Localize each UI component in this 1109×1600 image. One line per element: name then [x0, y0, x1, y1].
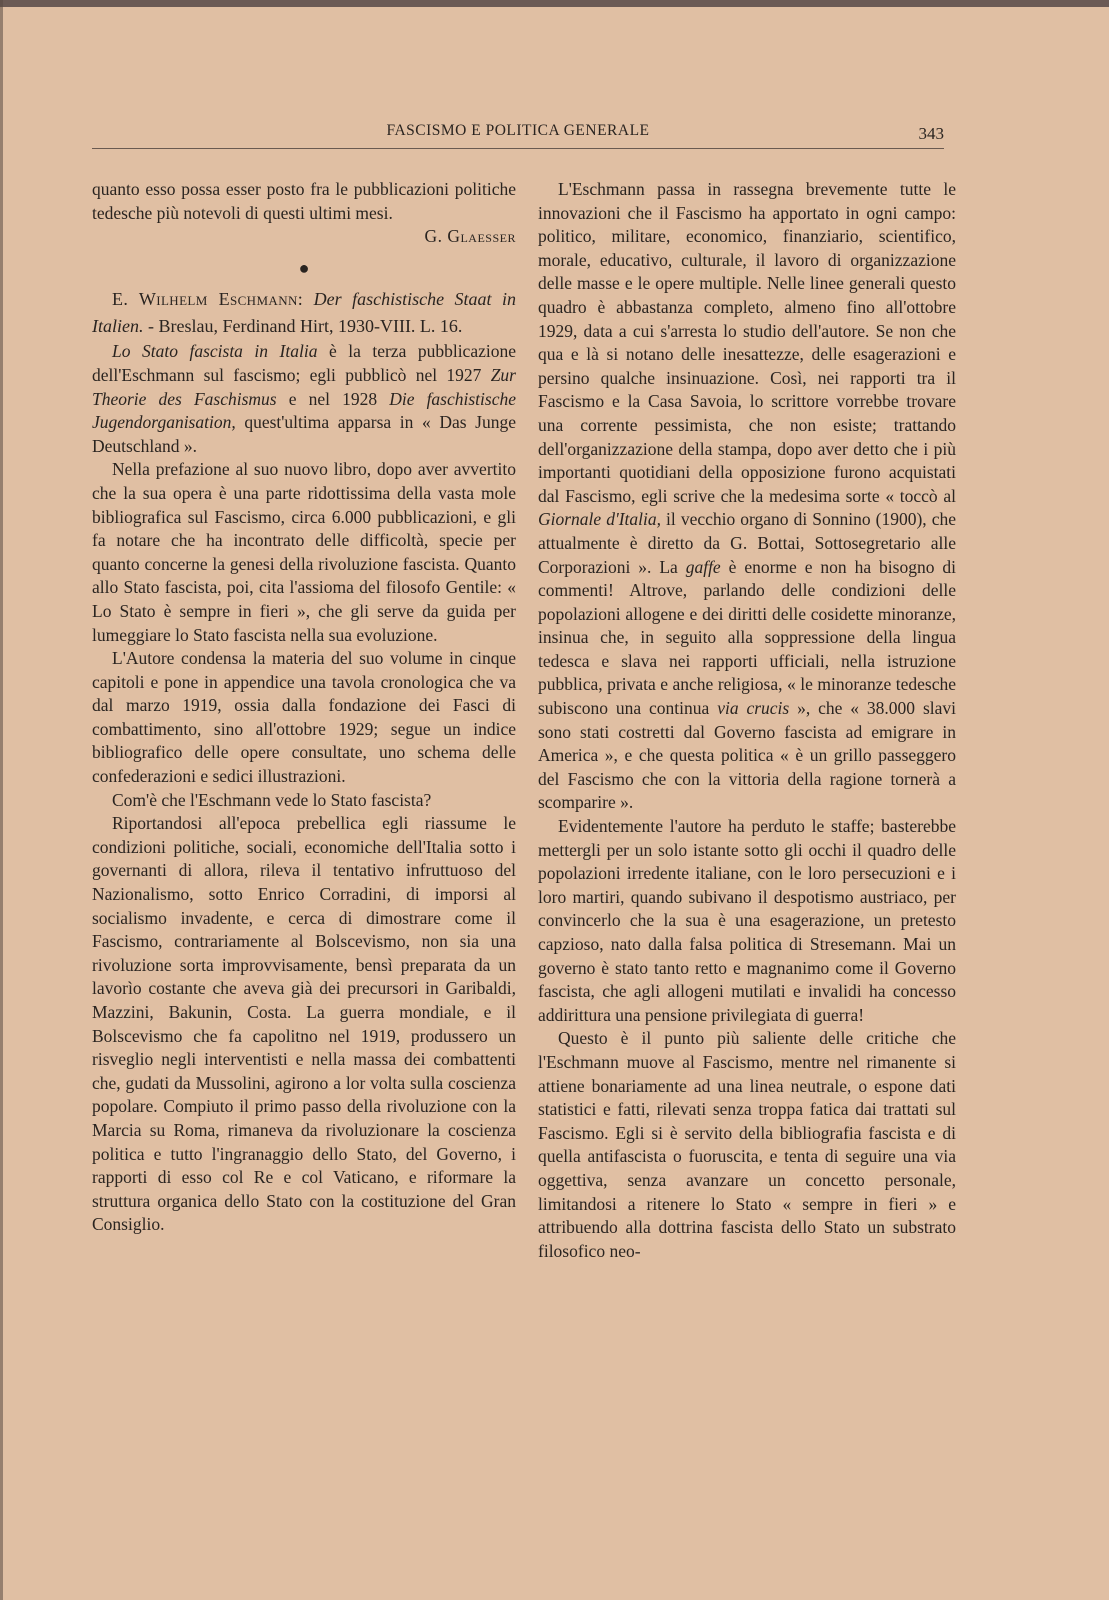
bibliographic-entry [92, 286, 516, 340]
cited-work-1: Zur Theorie des Faschismus [92, 364, 516, 409]
running-title: FASCISMO E POLITICA GENERALE [386, 122, 650, 139]
review-paragraph-2: Nella prefazione al suo nuovo libro, dopo aver avvertito che la sua opera è una parte ridottissima della vasta mole bibliografica sul Fascismo, circa 6.000 pubblicazioni, e gli fa notare che ha incontrato delle difficoltà, specie per quanto concerne la genesi della rivoluzione fascista. Quanto allo Stato fascista, poi, cita l'assioma del filosofo Gentile: « Lo Stato è sempre in fieri », che gli serve da guida per lumeggiare lo Stato fascista nella sua evoluzione. [92, 459, 516, 645]
italic-gaffe: gaffe [685, 556, 721, 577]
review-paragraph-4: Com'è che l'Eschmann vede lo Stato fascista? [112, 789, 432, 810]
page-header [92, 118, 944, 149]
book-title-italian: Lo Stato fascista in Italia [112, 341, 318, 362]
page-number: 343 [918, 124, 944, 143]
scan-left-edge [0, 0, 3, 1600]
book-author: E. Wilhelm Eschmann: [112, 289, 304, 310]
review-paragraph-1 [92, 340, 516, 458]
section-separator: ● [298, 257, 310, 278]
text-run: », che « 38.000 slavi sono stati costretti dal Governo fascista ad emigrare in America », e che questa politica « è un grillo passeggero del Fascismo che con la vittoria della ragione tornerà a scomparire ». [538, 698, 956, 813]
book-publication-info: - Breslau, Ferdinand Hirt, 1930-VIII. L. 16. [148, 316, 463, 337]
review-paragraph-6 [538, 178, 956, 815]
text-run: il vecchio organo di Sonnino (1900), che attualmente è diretto da G. Bottai, Sottosegretario alle Corporazioni ». La [538, 509, 956, 577]
review-paragraph-5: Riportandosi all'epoca prebellica egli riassume le condizioni politiche, sociali, economiche dell'Italia sotto i governanti di allora, rileva il tentativo infruttuoso del Nazionalismo, sotto Enrico Corradini, di imporsi al socialismo invadente, e cerca di dimostrare come il Fascismo, contrariamente al Bolscevismo, non sia una rivoluzione sorta improvvisamente, bensì preparata da un lavorìo costante che aveva già dei precursori in Garibaldi, Mazzini, Bakunin, Costa. La guerra mondiale, e il Bolscevismo che fa capolitno nel 1919, produssero un risveglio negli interventisti e nella massa dei combattenti che, gudati da Mussolini, agirono a lor volta sulla coscienza popolare. Compiuto il primo passo della rivoluzione con la Marcia su Roma, rimaneva da rivoluzionare la coscienza politica e tutto l'ingranaggio dello Stato, del Governo, i rapporti di esso col Re e col Vaticano, e riformare la struttura organica dello Stato con la costituzione del Gran Consiglio. [92, 813, 516, 1235]
review-paragraph-7: Evidentemente l'autore ha perduto le staffe; basterebbe mettergli per un solo istante sotto gli occhi il quadro delle popolazioni irredente italiane, con le loro persecuzioni e i loro martiri, quando subivano il despotismo austriaco, per convincerlo che la sua è una esagerazione, un pretesto capzioso, nato dalla falsa politica di Stresemann. Mai un governo è stato tanto retto e magnanimo come il Governo fascista, che agli allogeni mutilati e invalidi ha concesso addirittura una pensione privilegiata di guerra! [538, 816, 956, 1025]
paragraph-continuation: quanto esso possa esser posto fra le pubblicazioni politiche tedesche più notevoli di questi ultimi mesi. [92, 179, 516, 223]
reviewer-signature: G. Glaesser [424, 226, 516, 247]
left-column [92, 178, 516, 1237]
text-run: è enorme e non ha bisogno di commenti! Altrove, parlando delle condizioni delle popolazioni allogene e dei diritti delle cosidette minoranze, insinua che, in seguito alla soppressione della lingua tedesca e slava nei rapporti ufficiali, nella istruzione pubblica, privata e anche religiosa, « le minoranze tedesche subiscono una continua [538, 556, 956, 719]
scan-top-border [0, 0, 1109, 7]
review-paragraph-8: Questo è il punto più saliente delle critiche che l'Eschmann muove al Fascismo, mentre nel rimanente si attiene bonariamente ad una linea neutrale, o espone dati statistici e fatti, rilevati senza troppa fatica dai trattati sul Fascismo. Egli si è servito della bibliografia fascista e di quella antifascista o fuoruscita, e tenta di seguire una via oggettiva, senza avanzare un concetto personale, limitandosi a ritenere lo Stato « sempre in fieri » e attribuendo alla dottrina fascista dello Stato un substrato filosofico neo- [538, 1028, 956, 1261]
book-title: Der faschistische Staat in Italien. [92, 289, 517, 337]
text-run: L'Eschmann passa in rassegna brevemente tutte le innovazioni che il Fascismo ha apportato in ogni campo: politico, militare, economico, finanziario, scientifico, morale, educativo, culturale, il lavoro di organizzazione delle masse e le opere multiple. Nelle linee generali questo quadro è abbastanza completo, almeno fino all'ottobre 1929, data a cui s'arresta lo studio dell'autore. Se non che qua e là si notano delle inesattezze, delle esagerazioni e persino qualche insinuazione. Così, nei rapporti tra il Fascismo e la Casa Savoia, lo scrittore vorrebbe trovare una corrente pessimista, che non esiste; trattando dell'organizzazione della stampa, dopo aver detto che i più importanti quotidiani della opposizione furono acquistati dal Fascismo, egli scrive che la medesima sorte « toccò al [538, 179, 956, 506]
text-run: è la terza pubblicazione dell'Eschmann sul fascismo; egli pubblicò nel 1927 [92, 341, 516, 385]
text-run: e nel 1928 [276, 388, 390, 409]
review-paragraph-3: L'Autore condensa la materia del suo volume in cinque capitoli e pone in appendice una tavola cronologica che va dal marzo 1919, ossia dalla fondazione dei Fasci di combattimento, sino all'ottobre 1929; segue un indice bibliografico delle opere consultate, uno schema delle confederazioni e sedici illustrazioni. [92, 648, 516, 787]
cited-work-2: Die faschistische Jugendorganisation, [92, 388, 517, 433]
newspaper-title: Giornale d'Italia, [538, 509, 662, 530]
italic-via-crucis: via crucis [717, 698, 790, 719]
text-run: quest'ultima apparsa in « Das Junge Deutschland ». [92, 412, 516, 456]
right-column [538, 178, 956, 1263]
